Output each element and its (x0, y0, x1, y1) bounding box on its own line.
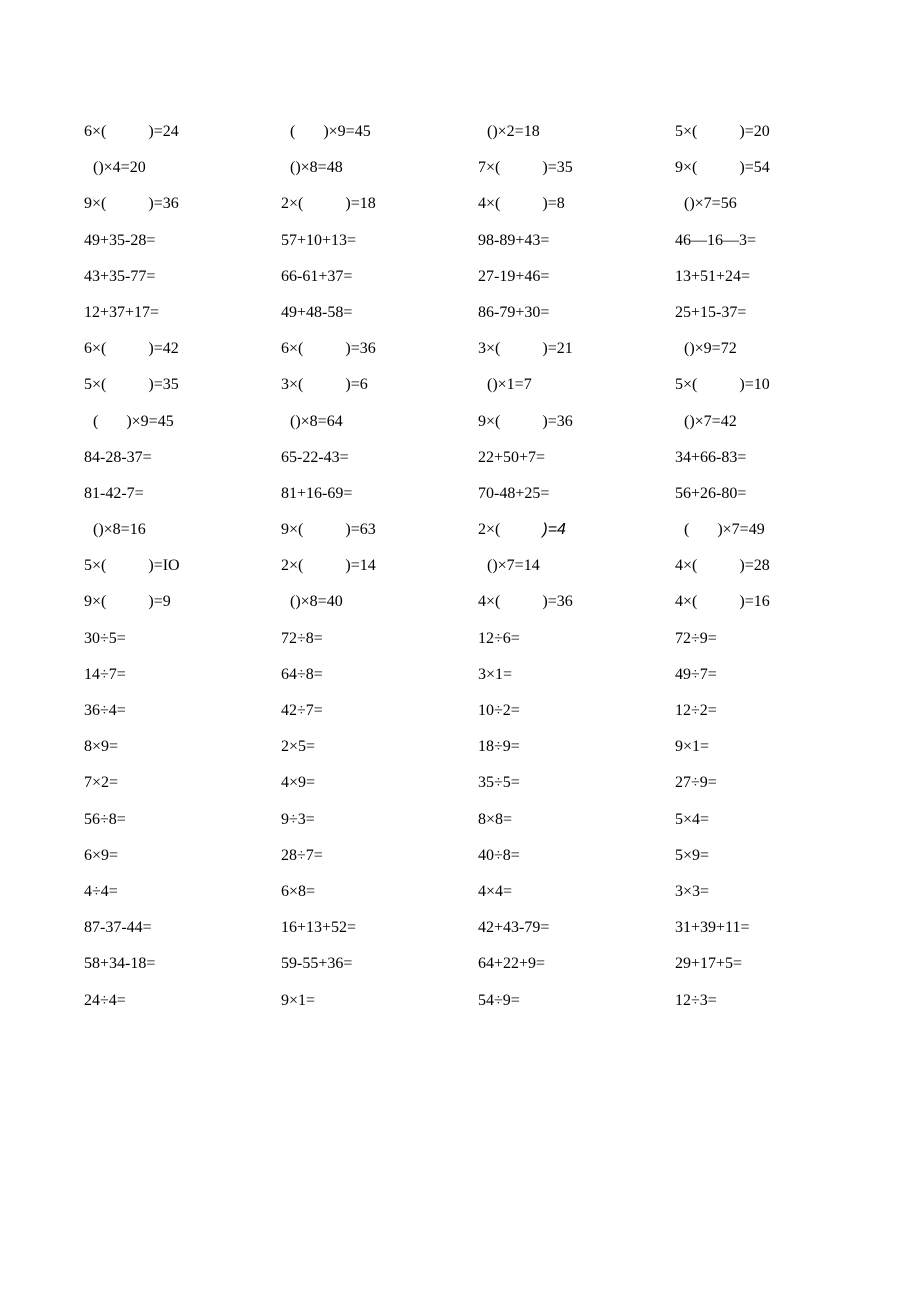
math-problem (84, 768, 118, 798)
math-problem (675, 298, 746, 328)
problem-text: 81+16-69= (281, 484, 353, 502)
problem-row (0, 660, 920, 696)
math-problem (478, 551, 540, 581)
problem-text: )=14 (345, 557, 376, 575)
problem-text: 9×( (675, 159, 698, 177)
problem-text: 2×( (478, 521, 501, 539)
problem-text: )=63 (345, 521, 376, 539)
math-problem (281, 913, 356, 943)
math-problem (675, 189, 737, 219)
problem-text: )=54 (739, 159, 770, 177)
problem-text: ()×2=18 (487, 123, 540, 140)
problem-text: 12+37+17= (84, 303, 160, 321)
problem-text: 81-42-7= (84, 484, 144, 502)
problem-text: 30÷5= (84, 629, 126, 647)
problem-text: 42+43-79= (478, 919, 550, 937)
math-problem (84, 226, 155, 256)
problem-text: 9×1= (281, 991, 316, 1009)
math-problem (281, 551, 376, 581)
math-problem (478, 117, 540, 147)
problem-text: 64÷8= (281, 665, 323, 683)
problem-text: )=36 (542, 412, 573, 430)
problem-text: )=42 (148, 340, 179, 358)
problem-text: 31+39+11= (675, 919, 750, 937)
math-problem (281, 624, 323, 654)
problem-text: ( (290, 123, 296, 140)
math-problem (281, 696, 323, 726)
problem-text: 40÷8= (478, 846, 520, 864)
math-problem (675, 443, 746, 473)
problem-text: )×9=45 (126, 412, 174, 430)
problem-text: 56÷8= (84, 810, 126, 828)
math-problem (281, 515, 376, 545)
problem-text: )=36 (345, 340, 376, 358)
problem-row (0, 226, 920, 262)
problem-text: 36÷4= (84, 702, 126, 719)
problem-row (0, 153, 920, 189)
problem-text: 5×4= (675, 810, 710, 828)
math-problem (281, 117, 371, 147)
math-problem (281, 768, 315, 798)
problem-text: 2×( (281, 195, 304, 213)
math-problem (84, 262, 155, 292)
problem-text: ()×8=48 (290, 159, 343, 177)
problem-text: 9×1= (675, 738, 710, 756)
problem-row (0, 117, 920, 153)
problem-text: 42÷7= (281, 702, 323, 719)
problem-text: ( (93, 412, 99, 430)
problem-row (0, 624, 920, 660)
math-problem (478, 443, 545, 473)
problem-text: 9×( (84, 195, 107, 213)
problem-text: 58+34-18= (84, 955, 156, 973)
math-problem (281, 262, 352, 292)
math-problem (478, 226, 549, 256)
problem-text: 98-89+43= (478, 231, 550, 249)
problem-text: 5×9= (675, 846, 710, 864)
problem-text: 28÷7= (281, 846, 323, 864)
problem-text: 49+35-28= (84, 231, 156, 249)
math-problem (478, 262, 549, 292)
math-problem (675, 841, 709, 871)
problem-text: )=36 (542, 593, 573, 611)
problem-row (0, 189, 920, 225)
math-problem (281, 877, 315, 907)
math-problem (675, 624, 717, 654)
problem-row (0, 298, 920, 334)
problem-text: 65-22-43= (281, 448, 349, 466)
math-problem (478, 587, 573, 617)
math-problem (478, 189, 565, 219)
math-problem (478, 913, 549, 943)
math-problem (281, 153, 343, 183)
problem-text: 2×5= (281, 738, 316, 756)
problem-text: 12÷2= (675, 702, 717, 719)
problem-text: 7×( (478, 159, 501, 177)
problem-text: ()×8=16 (93, 521, 146, 539)
math-problem (281, 732, 315, 762)
math-problem (84, 153, 146, 183)
problem-row (0, 986, 920, 1022)
math-problem (84, 949, 155, 979)
problem-text: 29+17+5= (675, 955, 743, 973)
math-problem (84, 841, 118, 871)
problem-row (0, 587, 920, 623)
math-problem (281, 479, 352, 509)
problem-text: )=IO (148, 557, 180, 575)
math-problem (281, 298, 352, 328)
math-problem (675, 117, 770, 147)
problem-text: 3×1= (478, 665, 513, 683)
math-problem (478, 877, 512, 907)
math-problem (84, 696, 126, 726)
problem-text: 34+66-83= (675, 448, 747, 466)
problem-text: 9×( (478, 412, 501, 430)
problem-text: )=18 (345, 195, 376, 213)
math-problem (281, 226, 356, 256)
math-problem (84, 913, 152, 943)
math-problem (84, 732, 118, 762)
math-problem (675, 877, 709, 907)
problem-text: 4×9= (281, 774, 316, 792)
problem-text: 6×( (281, 340, 304, 358)
problem-text: ()×1=7 (487, 376, 532, 394)
problem-text: 25+15-37= (675, 303, 747, 321)
problem-text: ()×7=42 (684, 412, 737, 430)
math-worksheet (0, 117, 920, 1022)
problem-text: 9×( (281, 521, 304, 539)
problem-row (0, 515, 920, 551)
problem-text: 27÷9= (675, 774, 717, 792)
problem-text: 64+22+9= (478, 955, 546, 973)
problem-text: 22+50+7= (478, 448, 546, 466)
math-problem (675, 479, 746, 509)
problem-text: 70-48+25= (478, 484, 550, 502)
problem-text: 3×( (281, 376, 304, 394)
problem-text: )=35 (148, 376, 179, 394)
math-problem (675, 262, 750, 292)
problem-text: 18÷9= (478, 738, 520, 756)
problem-text: )=16 (739, 593, 770, 611)
problem-text: 6×( (84, 340, 107, 358)
problem-text: ()×4=20 (93, 159, 146, 177)
problem-text: 84-28-37= (84, 448, 152, 466)
problem-text: 10÷2= (478, 702, 520, 719)
problem-text: 46—16—3= (675, 231, 757, 249)
problem-row (0, 877, 920, 913)
problem-text: 5×( (84, 376, 107, 394)
problem-text: 14÷7= (84, 665, 126, 683)
problem-text: 5×( (675, 123, 698, 140)
math-problem (675, 986, 717, 1016)
problem-row (0, 334, 920, 370)
math-problem (281, 986, 315, 1016)
math-problem (675, 370, 770, 400)
problem-text: )=8 (542, 195, 565, 213)
math-problem (281, 189, 376, 219)
problem-text: 49+48-58= (281, 303, 353, 321)
math-problem (478, 949, 545, 979)
math-problem (84, 298, 159, 328)
problem-text: 72÷8= (281, 629, 323, 647)
problem-text: 7×2= (84, 774, 119, 792)
problem-text: )=24 (148, 123, 179, 140)
math-problem (478, 768, 520, 798)
problem-row (0, 370, 920, 406)
problem-text: 8×9= (84, 738, 119, 756)
problem-text: )=10 (739, 376, 770, 394)
problem-text: 13+51+24= (675, 267, 751, 285)
problem-row (0, 949, 920, 985)
math-problem (675, 551, 770, 581)
problem-text: 6×( (84, 123, 107, 140)
problem-text: 3×3= (675, 882, 710, 900)
problem-text: ()×7=56 (684, 195, 737, 213)
problem-row (0, 479, 920, 515)
math-problem (84, 117, 179, 147)
problem-row (0, 407, 920, 443)
math-problem (478, 841, 520, 871)
math-problem (675, 732, 709, 762)
problem-row (0, 805, 920, 841)
problem-row (0, 443, 920, 479)
math-problem (478, 334, 573, 364)
problem-text: 54÷9= (478, 991, 520, 1009)
problem-text: 4×( (478, 195, 501, 213)
math-problem (281, 841, 323, 871)
problem-text: 87-37-44= (84, 919, 152, 937)
math-problem (675, 660, 717, 690)
problem-text: 5×( (84, 557, 107, 575)
math-problem (84, 479, 144, 509)
math-problem (478, 298, 549, 328)
math-problem (84, 660, 126, 690)
math-problem (675, 226, 756, 256)
problem-text: )=9 (148, 593, 171, 611)
problem-text: 4×( (675, 593, 698, 611)
problem-text: 72÷9= (675, 629, 717, 647)
problem-text: 49÷7= (675, 665, 717, 683)
problem-text: 4×( (478, 593, 501, 611)
math-problem (281, 334, 376, 364)
problem-text: 16+13+52= (281, 919, 357, 937)
problem-text: ( (684, 521, 690, 539)
math-problem (84, 587, 171, 617)
math-problem (675, 768, 717, 798)
math-problem (84, 551, 180, 581)
math-problem (281, 949, 352, 979)
math-problem (281, 370, 368, 400)
problem-text: )=28 (739, 557, 770, 575)
math-problem (478, 153, 573, 183)
problem-text: 4÷4= (84, 882, 118, 900)
math-problem (675, 153, 770, 183)
problem-text: 12÷6= (478, 629, 520, 647)
math-problem (281, 587, 343, 617)
math-problem (84, 189, 179, 219)
math-problem (84, 443, 152, 473)
problem-text: 43+35-77= (84, 267, 156, 285)
problem-text: )=21 (542, 340, 573, 358)
math-problem (84, 624, 126, 654)
problem-text: 12÷3= (675, 991, 717, 1009)
problem-text: 24÷4= (84, 991, 126, 1009)
problem-row (0, 768, 920, 804)
math-problem (84, 986, 126, 1016)
math-problem (478, 479, 549, 509)
problem-text: )×7=49 (717, 521, 765, 539)
math-problem (478, 370, 532, 400)
problem-text: 56+26-80= (675, 484, 747, 502)
math-problem (675, 515, 765, 545)
problem-row (0, 913, 920, 949)
math-problem (281, 660, 323, 690)
problem-text: 9×( (84, 593, 107, 611)
math-problem (478, 805, 512, 835)
problem-text: ()×9=72 (684, 340, 737, 358)
problem-text: ()×8=64 (290, 412, 343, 430)
math-problem (478, 696, 520, 726)
math-problem (675, 334, 737, 364)
math-problem (675, 696, 717, 726)
problem-text: 9÷3= (281, 810, 315, 828)
problem-text: )=36 (148, 195, 179, 213)
problem-text: 3×( (478, 340, 501, 358)
math-problem (84, 407, 174, 437)
math-problem (478, 986, 520, 1016)
math-problem (675, 805, 709, 835)
problem-text: )=4 (542, 521, 566, 539)
problem-text: 5×( (675, 376, 698, 394)
math-problem (281, 443, 349, 473)
problem-text: 6×8= (281, 882, 316, 900)
problem-text: )=6 (345, 376, 368, 394)
problem-text: 59-55+36= (281, 955, 353, 973)
problem-text: 6×9= (84, 846, 119, 864)
problem-row (0, 732, 920, 768)
math-problem (281, 407, 343, 437)
math-problem (478, 660, 512, 690)
math-problem (675, 949, 742, 979)
math-problem (675, 913, 749, 943)
problem-text: 8×8= (478, 810, 513, 828)
math-problem (478, 515, 566, 545)
math-problem (675, 587, 770, 617)
math-problem (281, 805, 315, 835)
math-problem (478, 624, 520, 654)
problem-text: )×9=45 (323, 123, 371, 140)
problem-text: 57+10+13= (281, 231, 357, 249)
math-problem (84, 370, 179, 400)
problem-row (0, 696, 920, 732)
problem-text: )=20 (739, 123, 770, 140)
math-problem (478, 407, 573, 437)
math-problem (675, 407, 737, 437)
problem-row (0, 841, 920, 877)
problem-text: 35÷5= (478, 774, 520, 792)
math-problem (84, 334, 179, 364)
problem-text: 66-61+37= (281, 267, 353, 285)
problem-text: 86-79+30= (478, 303, 550, 321)
problem-row (0, 551, 920, 587)
math-problem (84, 877, 118, 907)
problem-text: 2×( (281, 557, 304, 575)
problem-text: ()×7=14 (487, 557, 540, 575)
problem-text: )=35 (542, 159, 573, 177)
problem-text: ()×8=40 (290, 593, 343, 611)
problem-text: 27-19+46= (478, 267, 550, 285)
math-problem (84, 515, 146, 545)
math-problem (478, 732, 520, 762)
problem-text: 4×( (675, 557, 698, 575)
math-problem (84, 805, 126, 835)
problem-text: 4×4= (478, 882, 513, 900)
problem-row (0, 262, 920, 298)
